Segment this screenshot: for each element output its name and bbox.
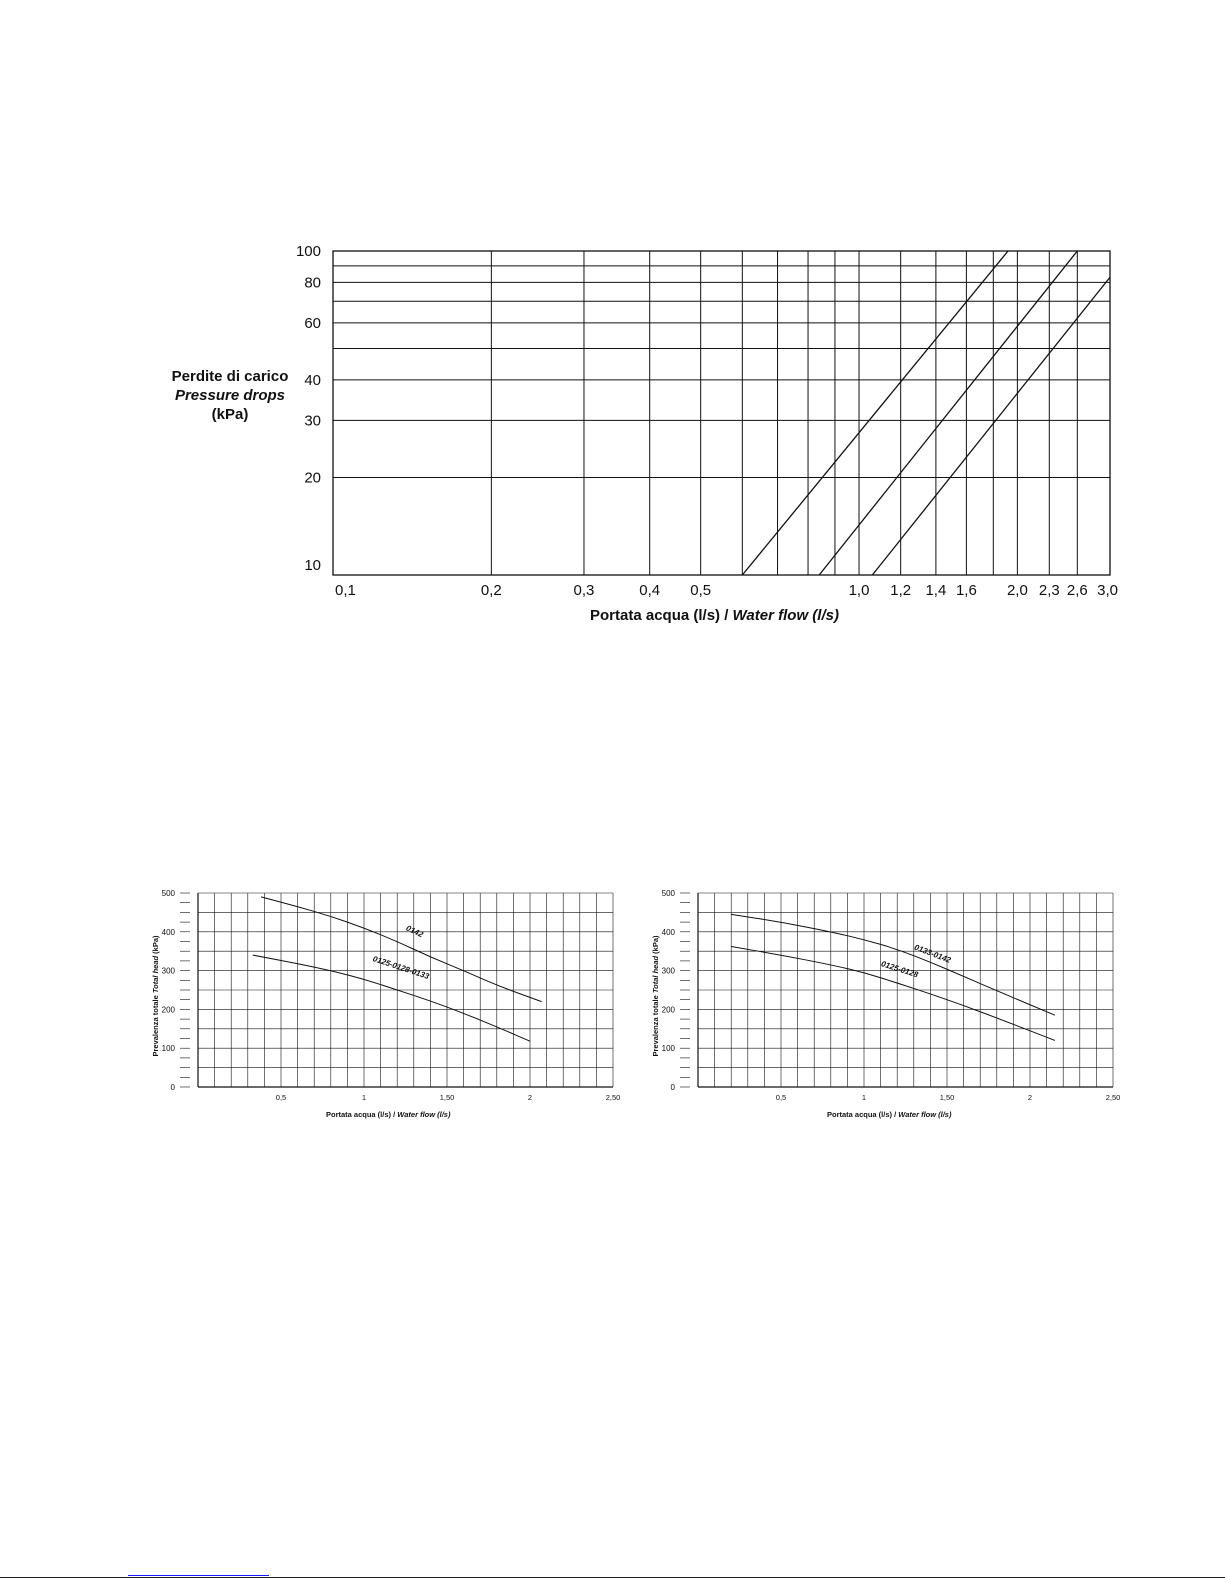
y-tick-label: 300	[661, 966, 675, 976]
x-tick-label: 1,4	[925, 582, 947, 599]
y-label-line-1: Perdite di carico	[171, 368, 289, 385]
pump-right-x-label	[827, 1110, 951, 1119]
x-tick-label: 1,50	[439, 1093, 455, 1102]
pump-curve	[731, 947, 1055, 1041]
y-label-line-2: Pressure drops	[174, 387, 286, 404]
y-tick-label: 500	[661, 889, 675, 898]
pump-left-chart	[151, 889, 620, 1102]
pump-right-chart	[651, 889, 1120, 1102]
curve-label: 0133-0142	[913, 942, 953, 965]
y-label-unit: (kPa)	[151, 935, 160, 954]
pump-left-x-label-italic: Water flow (l/s)	[397, 1110, 451, 1119]
y-tick-label: 20	[304, 469, 321, 487]
y-label-plain: Prevalenza totale	[651, 993, 660, 1057]
x-tick-label: 0,4	[639, 582, 661, 599]
y-tick-label: 400	[661, 927, 675, 937]
curve-label: 0142	[404, 923, 425, 940]
x-tick-label: 1,6	[955, 582, 977, 599]
y-tick-label: 100	[295, 243, 321, 260]
y-tick-label: 40	[304, 371, 321, 389]
x-tick-label: 1,0	[848, 582, 870, 599]
water-flow-x-label	[590, 607, 839, 624]
footer-link-underline	[128, 1575, 269, 1576]
x-tick-label: 3,0	[1097, 582, 1118, 599]
y-tick-label: 30	[304, 412, 321, 430]
y-tick-label: 400	[161, 927, 175, 937]
y-tick-label: 100	[661, 1044, 675, 1054]
pressure-drop-series-line	[819, 251, 1077, 575]
y-tick-label: 100	[161, 1044, 175, 1054]
pressure-drop-series-line	[742, 251, 1008, 575]
y-tick-label: 60	[304, 314, 321, 332]
x-tick-label: 1,2	[890, 582, 912, 599]
pump-left-x-label	[326, 1110, 450, 1119]
y-tick-label: 10	[304, 557, 321, 574]
x-label-italic: Water flow (l/s)	[732, 607, 839, 624]
x-tick-label: 2,3	[1038, 582, 1060, 599]
x-tick-label: 0,2	[480, 582, 502, 599]
x-tick-label: 2	[527, 1093, 533, 1102]
y-tick-label: 80	[304, 274, 321, 292]
curve-label: 0125-0128-0133	[371, 954, 431, 982]
pump-left-x-label-plain: Portata acqua (l/s) /	[326, 1110, 396, 1119]
y-label-italic: Total head	[651, 953, 660, 994]
curve-label: 0125-0128	[879, 959, 920, 980]
pressure-drop-series-line	[872, 277, 1110, 575]
y-tick-label: 0	[670, 1083, 675, 1092]
pump-right-y-label	[651, 935, 660, 1057]
pressure-drop-chart	[296, 243, 1118, 599]
x-tick-label: 2,6	[1066, 582, 1088, 599]
x-tick-label: 1	[361, 1093, 367, 1102]
y-tick-label: 200	[661, 1005, 675, 1015]
x-tick-label: 2	[1027, 1093, 1033, 1102]
y-tick-label: 0	[170, 1083, 175, 1092]
x-tick-label: 0,5	[275, 1093, 287, 1102]
y-tick-label: 500	[161, 889, 175, 898]
x-tick-label: 0,5	[690, 582, 712, 599]
x-tick-label: 1,50	[939, 1093, 955, 1102]
y-label-unit: (kPa)	[651, 935, 660, 954]
pump-right-x-label-plain: Portata acqua (l/s) /	[827, 1110, 897, 1119]
y-label-plain: Prevalenza totale	[151, 993, 160, 1057]
x-tick-label: 1	[861, 1093, 867, 1102]
footer-rule	[0, 1577, 1225, 1578]
x-tick-label: 0,3	[573, 582, 595, 599]
x-tick-label: 0,1	[335, 582, 356, 599]
x-tick-label: 2,50	[605, 1093, 621, 1102]
x-tick-label: 2,0	[1006, 582, 1028, 599]
y-label-italic: Total head	[151, 953, 160, 994]
pressure-drops-y-label	[160, 367, 300, 424]
x-label-plain: Portata acqua (l/s) /	[590, 607, 729, 624]
pump-left-y-label	[151, 935, 160, 1057]
pump-right-x-label-italic: Water flow (l/s)	[898, 1110, 952, 1119]
x-tick-label: 2,50	[1105, 1093, 1121, 1102]
y-label-line-3: (kPa)	[211, 406, 249, 423]
x-tick-label: 0,5	[775, 1093, 787, 1102]
y-tick-label: 300	[161, 966, 175, 976]
y-tick-label: 200	[161, 1005, 175, 1015]
